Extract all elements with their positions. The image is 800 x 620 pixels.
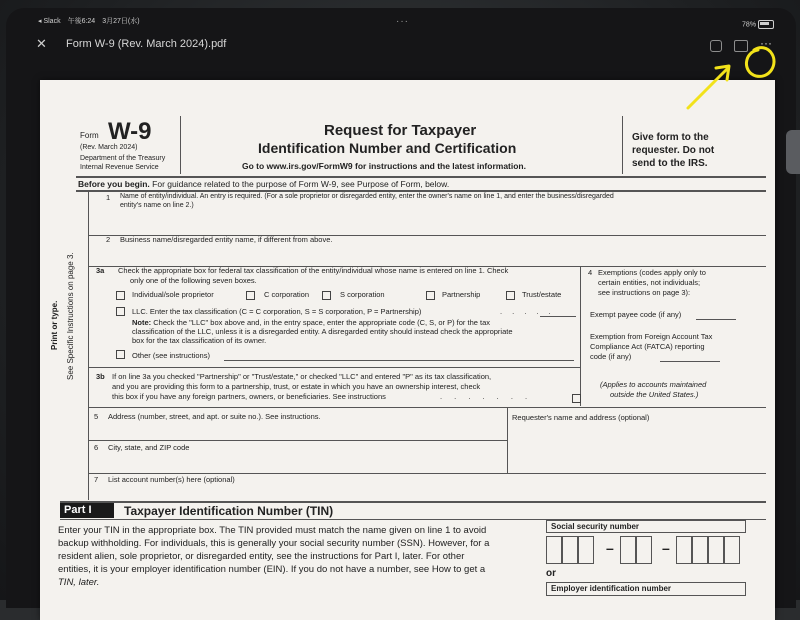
label-trust-estate: Trust/estate [522,290,562,299]
label-llc: LLC. Enter the tax classification (C = C corporation, S = S corporation, P = Partnership) [132,307,422,316]
line3b-label-c: this box if you have any foreign partners, owners, or beneficiaries. See instructions [112,392,386,401]
status-bar-left: ◂ Slack 午後6:24 3月27日(水) [38,18,140,25]
note-line-c: box for the tax classification of its owner. [132,336,267,345]
give-form-line2: requester. Do not [632,145,715,156]
checkbox-foreign-partners[interactable] [572,394,581,403]
label-other: Other (see instructions) [132,351,210,360]
form-title-line2: Identification Number and Certification [258,140,517,156]
line5-label: Address (number, street, and apt. or suite no.). See instructions. [108,412,321,421]
exemptions-divider [580,266,581,406]
more-options-icon[interactable]: ··· [760,36,772,50]
checkbox-partnership[interactable] [426,291,435,300]
line5-number: 5 [94,412,99,421]
fatca-label-a: Exemption from Foreign Account Tax [590,332,713,341]
checkbox-c-corporation[interactable] [246,291,255,300]
tin-instructions-d: entities, it is your employer identification number (EIN). If you do not have a number, see How to get a [58,564,486,575]
before-you-begin [78,179,449,189]
label-individual: Individual/sole proprietor [132,290,214,299]
ssn-dash: – [606,540,614,556]
ssn-digit-box[interactable] [724,536,740,564]
ssn-digit-box[interactable] [692,536,708,564]
checkbox-other[interactable] [116,350,125,359]
viewer-header [0,30,800,62]
ssn-label: Social security number [551,522,640,531]
line3a-number: 3a [96,266,105,275]
ssn-digit-box[interactable] [620,536,636,564]
irs-url-instructions: Go to www.irs.gov/FormW9 for instructions and the latest information. [242,161,526,171]
line3a-label-a: Check the appropriate box for federal tax classification of the entity/individual whose name is entered on line 1. Check [118,266,509,275]
line7-number: 7 [94,475,99,484]
line4-label-a: Exemptions (codes apply only to [598,268,706,277]
exempt-payee-input[interactable] [696,319,736,320]
ein-label: Employer identification number [551,584,672,593]
part1-label: Part I [64,504,92,516]
label-partnership: Partnership [442,290,481,299]
ssn-header [546,520,746,533]
share-icon[interactable] [710,40,722,52]
checkbox-individual[interactable] [116,291,125,300]
note-line-b: classification of the LLC, unless it is a disregarded entity. A disregarded entity should instead check the appropriate [132,327,513,336]
ein-header [546,582,746,596]
applies-note-a: (Applies to accounts maintained [600,380,707,389]
line7-label: List account number(s) here (optional) [108,475,235,484]
requester-input[interactable] [512,424,762,470]
checkbox-trust-estate[interactable] [506,291,515,300]
line3b-number: 3b [96,372,105,381]
exempt-payee-label: Exempt payee code (if any) [590,310,682,319]
other-input[interactable] [224,360,574,361]
requester-divider [507,407,508,473]
line7-account-input[interactable] [108,485,758,499]
form-title-line1: Request for Taxpayer [324,122,477,139]
before-rest: For guidance related to the purpose of Form W-9, see Purpose of Form, below. [149,179,450,189]
line1-label-b: entity's name on line 2.) [120,202,194,209]
rule [60,501,766,503]
line1-name-input[interactable] [120,212,760,232]
label-s-corporation: S corporation [340,290,385,299]
line6-number: 6 [94,443,99,452]
header-divider-left [180,116,181,174]
battery-icon [758,20,774,29]
line6-city-input[interactable] [108,454,503,470]
ssn-digit-box[interactable] [676,536,692,564]
rule [88,367,580,368]
rule [88,440,507,441]
llc-leader-dots: . . . . . [500,307,555,316]
before-bold: Before you begin. [78,179,150,189]
llc-code-input[interactable] [540,316,576,317]
line2-number: 2 [106,235,111,244]
ssn-digit-box[interactable] [578,536,594,564]
tin-instructions-b: backup withholding. For individuals, this is generally your social security number (SSN). However, for a [58,538,490,549]
pdf-page [40,80,775,620]
requester-label: Requester's name and address (optional) [512,413,650,422]
give-form-line3: send to the IRS. [632,158,708,169]
line2-label: Business name/disregarded entity name, if different from above. [120,235,333,244]
applies-note-b: outside the United States.) [610,390,699,399]
note-bold: Note: [132,318,152,327]
fatca-input[interactable] [660,361,720,362]
note-line-a [132,318,490,327]
line5-address-input[interactable] [108,423,503,439]
multitask-dots[interactable]: ··· [396,16,409,27]
or-label: or [546,568,556,579]
rule [76,176,766,178]
battery-status [742,20,774,29]
line2-business-input[interactable] [120,246,760,264]
close-icon[interactable]: ✕ [36,36,47,51]
label-c-corporation: C corporation [264,290,310,299]
ssn-digit-box[interactable] [708,536,724,564]
line3b-label-a: If on line 3a you checked "Partnership" or "Trust/estate," or checked "LLC" and entered "P" as its tax classification, [112,372,492,381]
markup-icon[interactable] [734,40,748,52]
line4-label-b: certain entities, not individuals; [598,278,701,287]
side-print-type: Print or type. [50,300,59,350]
note-a: Check the "LLC" box above and, in the entry space, enter the appropriate code (C, S, or P) for the tax [151,318,491,327]
form-revision: (Rev. March 2024) [80,144,138,151]
tin-instructions-a: Enter your TIN in the appropriate box. The TIN provided must match the name given on line 1 to avoid [58,525,487,536]
file-name: Form W-9 (Rev. March 2024).pdf [66,38,227,50]
line3b-leader-dots: . . . . . . . [440,392,533,401]
part1-badge [60,503,114,518]
line1-number: 1 [106,193,111,202]
tin-instructions-c: resident alien, sole proprietor, or disregarded entity, see the instructions for Part I, later. For other [58,551,465,562]
line3a-label-b: only one of the following seven boxes. [130,276,257,285]
line4-number: 4 [588,268,593,277]
rule [88,473,766,474]
dept-treasury: Department of the Treasury [80,155,166,162]
form-word: Form [80,131,99,140]
part1-title: Taxpayer Identification Number (TIN) [124,504,334,518]
line3b-label-b: and you are providing this form to a partnership, trust, or estate in which you have an ownership interest, check [112,382,481,391]
line4-label-c: see instructions on page 3): [598,288,691,297]
ssn-digit-box[interactable] [636,536,652,564]
battery-text: 78% [742,21,757,29]
fatca-label-c: code (if any) [590,352,632,361]
header-divider-right [622,116,623,174]
line6-label: City, state, and ZIP code [108,443,190,452]
rule [76,190,766,192]
checkbox-s-corporation[interactable] [322,291,331,300]
ssn-digit-box[interactable] [562,536,578,564]
give-form-line1: Give form to the [632,132,709,143]
tin-instructions-e: TIN, later. [58,577,100,588]
checkbox-llc[interactable] [116,307,125,316]
side-specific-instructions: See Specific Instructions on page 3. [66,252,75,380]
form-id: W-9 [108,118,152,145]
ssn-digit-box[interactable] [546,536,562,564]
side-divider [88,190,89,500]
ssn-dash: – [662,540,670,556]
side-panel-handle[interactable] [786,130,800,174]
dept-irs: Internal Revenue Service [80,164,159,171]
line1-label-a: Name of entity/individual. An entry is required. (For a sole proprietor or disregarded entity, enter the owner's name on line 1, and enter the business/disregarded [120,193,614,200]
fatca-label-b: Compliance Act (FATCA) reporting [590,342,705,351]
rule [88,407,766,408]
